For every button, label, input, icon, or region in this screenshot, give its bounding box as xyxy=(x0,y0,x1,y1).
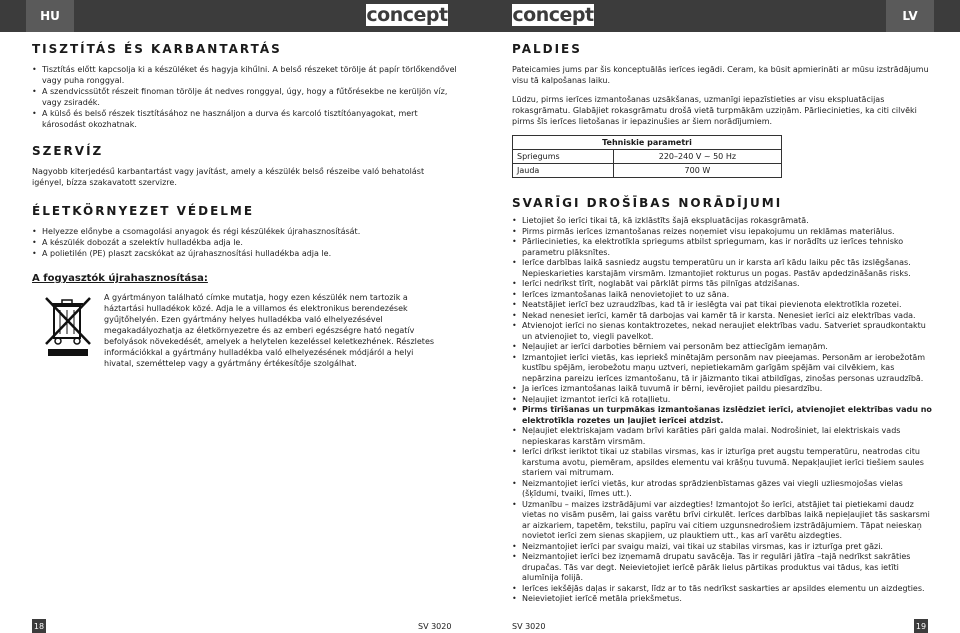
safety-item: • Pirms tīrīšanas un turpmākas izmantošanas izslēdziet ierīci, atvienojiet elektrības vadu no elektrotīkla rozetes un ļaujiet ierīcei atdzist. xyxy=(512,405,932,426)
safety-item: • Neizmantojiet ierīci vietās, kur atrodas sprādzienbīstamas gāzes vai viegli uzliesmojošas vielas (šķīdumi, tvaiki, līmes utt.). xyxy=(512,479,932,500)
page-number-left: 18 xyxy=(32,619,46,633)
intro-paragraph-2: Lūdzu, pirms ierīces izmantošanas uzsākšanas, uzmanīgi iepazīstieties ar visu ekspluatācijas rokasgrāmatu. Glabājiet rokasgrāmatu drošā vietā turpmākām uzziņām. Pārliecinieties, ka citi cilvēki pirms šīs ierīces lietošanas ir iepazinušies ar šiem norādījumiem. xyxy=(512,95,917,126)
safety-item: • Uzmanību – maizes izstrādājumi var aizdegties! Izmantojot šo ierīci, atstājiet tai pietiekami daudz vietas no visām pusēm, lai gaiss varētu brīvi cirkulēt. Ierīces darbības laikā nepieļaujiet tās saskarsmi ar aizkariem, tapetēm, tekstilu, papīru vai citiem uzgunsnedrošiem izstrādājumiem. Tāpat neieskaņ novietot ierīci zem sienas skapjiem, uz plauktiem utt., kas arī varētu aizdegties. xyxy=(512,500,932,542)
brand-logo-left: concept xyxy=(366,4,448,26)
cleaning-item: • A szendvicssütőt részeit finoman törölje át nedves ronggyal, úgy, hogy a fűtőrésekbe ne kerüljön víz, vagy zsiradék. xyxy=(32,86,462,108)
params-table xyxy=(512,135,782,178)
safety-title: SVARĪGI DROŠĪBAS NORĀDĪJUMI xyxy=(512,196,783,210)
language-tab-hu: HU xyxy=(26,0,74,32)
safety-item: • Nekad nenesiet ierīci, kamēr tā darbojas vai kamēr tā ir karsta. Nenesiet ierīci aiz elektrības vada. xyxy=(512,311,932,322)
intro-title: PALDIES xyxy=(512,42,582,56)
recycling-block xyxy=(32,292,462,369)
page-left xyxy=(32,38,462,369)
recycling-text: A gyártmányon található címke mutatja, hogy ezen készülék nem tartozik a háztartási hulladékok közé. Adja le a villamos és elektronikus berendezések gyűjtőhelyén. Ezen gyártmány helyes hulladékba való elhelyezésével megakadályozhatja az életkörnyezetre és az emberi egészségre ható negatív befolyások növekedését, amelyek a helytelen kezeléssel keletkezhének. Részletes információkkal a gyártmány hulladékba való elhelyezésének módjáról a helyi hivatal, szemétteleр vagy a gyártmány értékesítője szolgálhat. xyxy=(104,293,435,368)
params-header-row xyxy=(513,136,782,150)
params-row xyxy=(513,150,782,164)
safety-list xyxy=(512,216,932,605)
safety-item: • Neizmantojiet ierīci par svaigu maizi, vai tikai uz stabilas virsmas, kas ir izturīga pret gāzi. xyxy=(512,542,932,553)
service-text: Nagyobb kiterjedésű karbantartást vagy javítást, amely a készülék belső részeibe való behatolást igényel, bízza szakavatott szervizre. xyxy=(32,167,425,187)
recycling-title: A fogyasztók újrahasznosítása: xyxy=(32,273,208,284)
safety-item: • Lietojiet šo ierīci tikai tā, kā izklāstīts šajā ekspluatācijas rokasgrāmatā. xyxy=(512,216,932,227)
params-label: Jauda xyxy=(513,164,614,178)
environment-list xyxy=(32,226,462,259)
environment-item: • A polietilén (PE) plaszt zacskókat az újrahasznosítási hulladékba adja le. xyxy=(32,248,462,259)
params-label: Spriegums xyxy=(513,150,614,164)
crossed-bin-icon xyxy=(40,292,96,358)
footer-model-left: SV 3020 xyxy=(418,621,452,631)
safety-item: • Atvienojot ierīci no sienas kontaktrozetes, nekad neraujiet elektrības vadu. Satveriet spraudkontaktu un atvienojiet to, viegli pavelkot. xyxy=(512,321,932,342)
params-value: 220–240 V ~ 50 Hz xyxy=(613,150,781,164)
safety-item: • Izmantojiet ierīci vietās, kas iepriekš minētajām personām nav pieejamas. Personām ar ierobežotām kustību spējām, ierobežotu maņu uztveri, nepietiekamām garīgām spējām vai cilvēkiem, kas nepārzina pareizu ierīces izmantošanu, tā ir jāizmanto tikai atbildīgas, zinošas personas uzraudzībā. xyxy=(512,353,932,385)
params-title: Tehniskie parametri xyxy=(513,136,782,150)
environment-title: ÉLETKÖRNYEZET VÉDELME xyxy=(32,204,255,218)
safety-item: • Ierīces iekšējās daļas ir sakarst, līdz ar to tās nedrīkst saskarties ar apsildes elementu un aizdegties. xyxy=(512,584,932,595)
safety-item: • Ierīci drīkst ieriktot tikai uz stabilas virsmas, kas ir izturīga pret augstu temperatūru, neatrodas citu karstuma avotu, piemēram, apsildes elementu vai krāšņu tuvumā. Nepakļaujiet ierīci tiešiem saules stariem vai mitrumam. xyxy=(512,447,932,479)
safety-item: • Ja ierīces izmantošanas laikā tuvumā ir bērni, ievērojiet paildu piesardzību. xyxy=(512,384,932,395)
page-right xyxy=(512,38,932,605)
top-bar xyxy=(0,0,960,32)
cleaning-item: • Tisztítás előtt kapcsolja ki a készüléket és hagyja kihűlni. A belső részeket törölje át papír törlőkendővel vagy puha ronggyal. xyxy=(32,64,462,86)
safety-item: • Pārliecinieties, ka elektrotīkla spriegums atbilst spriegumam, kas ir norādīts uz ierīces tehnisko parametru plāksnītes. xyxy=(512,237,932,258)
safety-item: • Ierīce darbības laikā sasniedz augstu temperatūru un ir karsta arī kādu laiku pēc tās izslēgšanas. Nepieskarieties karstajām virsmām. Izmantojiet rokturus un pogas. Pastāv apdedzināšanās risks. xyxy=(512,258,932,279)
safety-item: • Neļaujiet elektriskajam vadam brīvi karāties pāri galda malai. Nodrošiniet, lai elektriskais vads nepieskaras karstām virsmām. xyxy=(512,426,932,447)
params-value: 700 W xyxy=(613,164,781,178)
safety-item: • Pirms pirmās ierīces izmantošanas reizes noņemiet visu iepakojumu un reklāmas materiālus. xyxy=(512,227,932,238)
environment-item: • Helyezze előnybe a csomagolási anyagok és régi készülékek újrahasznosítását. xyxy=(32,226,462,237)
intro-paragraph-1: Pateicamies jums par šis konceptuālās ierīces iegādi. Ceram, ka būsit apmierināti ar mūsu izstrādājumu visu tā kalpošanas laiku. xyxy=(512,65,929,85)
safety-item: • Neļaujiet izmantot ierīci kā rotaļlietu. xyxy=(512,395,932,406)
page-number-right: 19 xyxy=(914,619,928,633)
safety-item: • Ierīces izmantošanas laikā nenovietojiet to uz sāna. xyxy=(512,290,932,301)
safety-item: • Neievietojiet ierīcē metāla priekšmetus. xyxy=(512,594,932,605)
cleaning-title: TISZTÍTÁS ÉS KARBANTARTÁS xyxy=(32,42,282,56)
service-title: SZERVÍZ xyxy=(32,144,104,158)
safety-item: • Neizmantojiet ierīci bez izņemamā drupatu savācēja. Tas ir regulāri jātīra –tajā nedrīkst sakrāties drupačas. Tās var degt. Neievietojiet ierīcē pārāk lielus pārtikas produktus vai tādus, kas ietīti alumīnija folijā. xyxy=(512,552,932,584)
environment-item: • A készülék dobozát a szelektív hulladékba adja le. xyxy=(32,237,462,248)
safety-item: • Neatstājiet ierīcī bez uzraudzības, kad tā ir ieslēgta vai pat tikai pievienota elektrotīkla rozetei. xyxy=(512,300,932,311)
safety-item: • Neļaujiet ar ierīci darboties bērniem vai personām bez attiecīgām iemaņām. xyxy=(512,342,932,353)
cleaning-list xyxy=(32,64,462,130)
brand-logo-right: concept xyxy=(512,4,594,26)
params-row xyxy=(513,164,782,178)
language-tab-lv: LV xyxy=(886,0,934,32)
cleaning-item: • A külső és belső részek tisztításához ne használjon a durva és karcoló tisztítóanyagokat, mert károsodást okozhatnak. xyxy=(32,108,462,130)
safety-item: • Ierīci nedrīkst tīrīt, noglabāt vai pārklāt pirms tās pilnīgas atdzišanas. xyxy=(512,279,932,290)
footer-model-right: SV 3020 xyxy=(512,621,546,631)
